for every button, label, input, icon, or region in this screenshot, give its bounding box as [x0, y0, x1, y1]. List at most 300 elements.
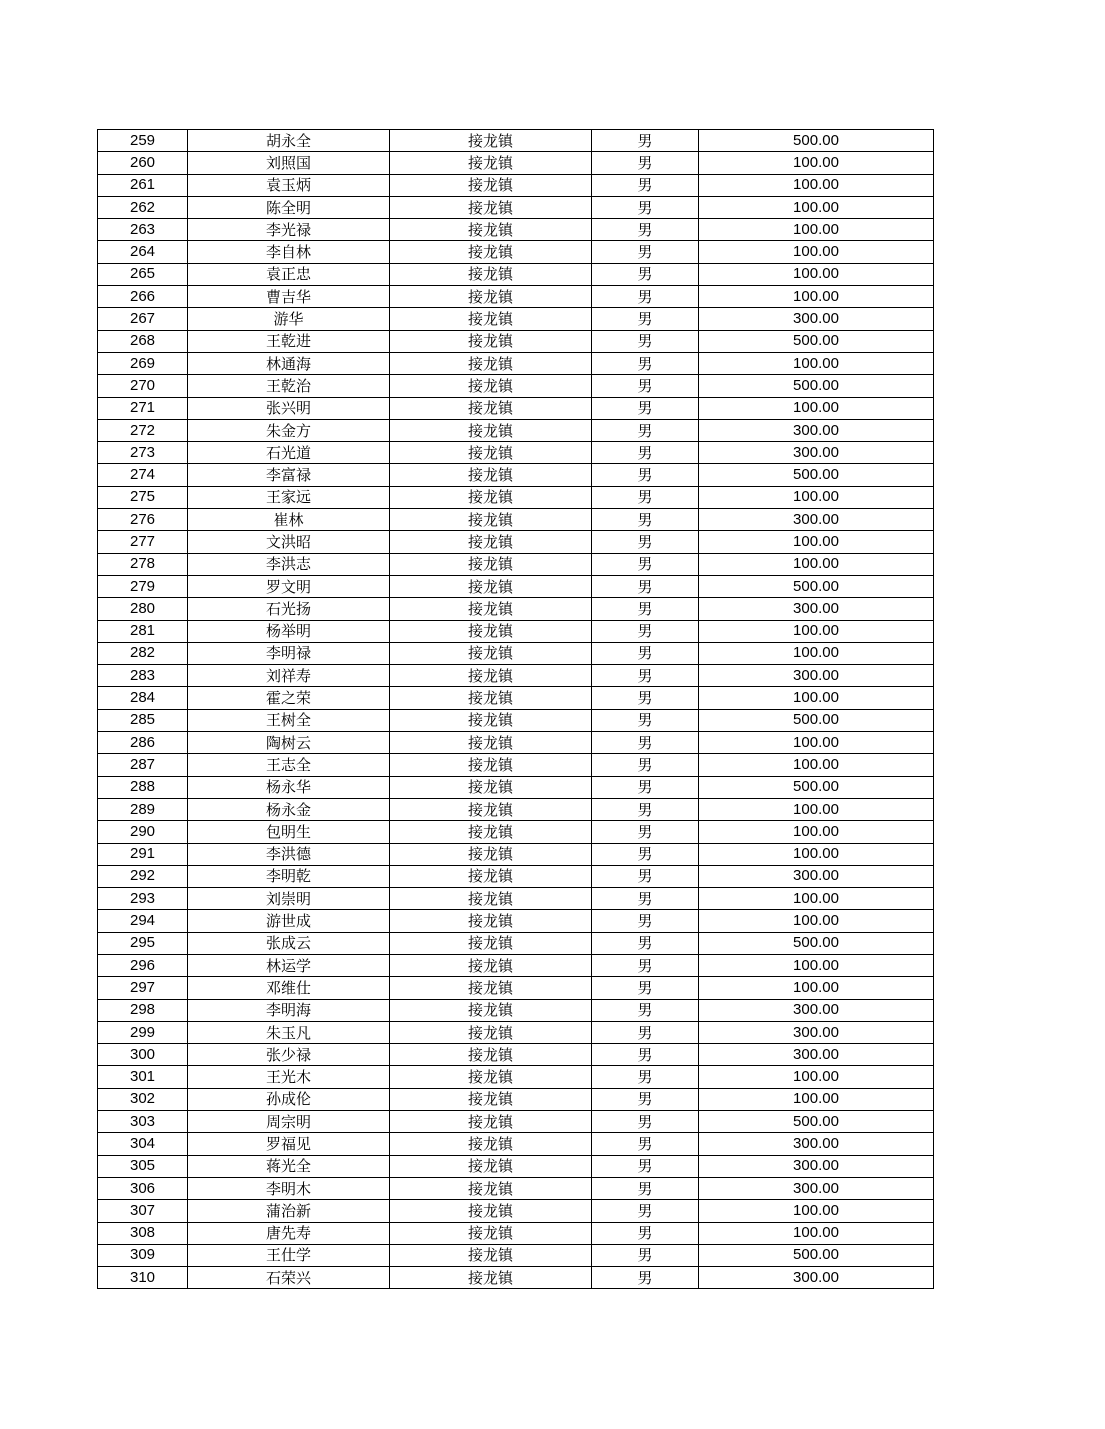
cell-town: 接龙镇 [390, 1066, 592, 1088]
cell-name: 蒲治新 [188, 1200, 390, 1222]
cell-amount: 100.00 [699, 531, 934, 553]
cell-number: 284 [98, 687, 188, 709]
cell-number: 282 [98, 642, 188, 664]
cell-town: 接龙镇 [390, 1200, 592, 1222]
cell-number: 281 [98, 620, 188, 642]
cell-name: 王树全 [188, 709, 390, 731]
cell-name: 罗文明 [188, 575, 390, 597]
cell-gender: 男 [592, 509, 699, 531]
table-row [98, 308, 934, 330]
cell-amount: 300.00 [699, 1267, 934, 1289]
cell-town: 接龙镇 [390, 754, 592, 776]
cell-amount: 100.00 [699, 152, 934, 174]
cell-gender: 男 [592, 174, 699, 196]
cell-town: 接龙镇 [390, 977, 592, 999]
cell-number: 263 [98, 219, 188, 241]
table-row [98, 286, 934, 308]
cell-town: 接龙镇 [390, 263, 592, 285]
table-row [98, 442, 934, 464]
cell-town: 接龙镇 [390, 509, 592, 531]
cell-number: 298 [98, 999, 188, 1021]
cell-gender: 男 [592, 932, 699, 954]
cell-gender: 男 [592, 954, 699, 976]
cell-gender: 男 [592, 130, 699, 152]
cell-number: 294 [98, 910, 188, 932]
cell-gender: 男 [592, 1133, 699, 1155]
cell-amount: 100.00 [699, 1066, 934, 1088]
cell-town: 接龙镇 [390, 1244, 592, 1266]
cell-number: 301 [98, 1066, 188, 1088]
cell-town: 接龙镇 [390, 1267, 592, 1289]
cell-amount: 100.00 [699, 196, 934, 218]
cell-number: 274 [98, 464, 188, 486]
cell-name: 李明禄 [188, 642, 390, 664]
cell-town: 接龙镇 [390, 286, 592, 308]
table-row [98, 1200, 934, 1222]
cell-gender: 男 [592, 1066, 699, 1088]
cell-name: 崔林 [188, 509, 390, 531]
cell-name: 李自林 [188, 241, 390, 263]
cell-number: 290 [98, 821, 188, 843]
cell-name: 王家远 [188, 486, 390, 508]
cell-name: 张成云 [188, 932, 390, 954]
cell-town: 接龙镇 [390, 821, 592, 843]
cell-amount: 100.00 [699, 553, 934, 575]
cell-amount: 100.00 [699, 397, 934, 419]
cell-gender: 男 [592, 999, 699, 1021]
cell-gender: 男 [592, 375, 699, 397]
cell-amount: 100.00 [699, 754, 934, 776]
table-row [98, 219, 934, 241]
cell-number: 267 [98, 308, 188, 330]
cell-number: 285 [98, 709, 188, 731]
cell-number: 306 [98, 1177, 188, 1199]
table-row [98, 977, 934, 999]
cell-name: 曹吉华 [188, 286, 390, 308]
cell-name: 李明海 [188, 999, 390, 1021]
table-row [98, 1133, 934, 1155]
cell-number: 310 [98, 1267, 188, 1289]
cell-town: 接龙镇 [390, 888, 592, 910]
cell-gender: 男 [592, 486, 699, 508]
cell-amount: 100.00 [699, 241, 934, 263]
cell-town: 接龙镇 [390, 419, 592, 441]
roster-table [97, 129, 934, 1289]
table-row [98, 821, 934, 843]
cell-name: 罗福见 [188, 1133, 390, 1155]
table-row [98, 152, 934, 174]
table-row [98, 910, 934, 932]
cell-town: 接龙镇 [390, 1133, 592, 1155]
cell-name: 邓维仕 [188, 977, 390, 999]
cell-name: 王乾治 [188, 375, 390, 397]
cell-gender: 男 [592, 754, 699, 776]
cell-number: 299 [98, 1021, 188, 1043]
cell-gender: 男 [592, 464, 699, 486]
cell-name: 游世成 [188, 910, 390, 932]
cell-number: 295 [98, 932, 188, 954]
cell-gender: 男 [592, 1267, 699, 1289]
cell-name: 王志全 [188, 754, 390, 776]
table-row [98, 754, 934, 776]
table-row [98, 843, 934, 865]
cell-amount: 100.00 [699, 219, 934, 241]
cell-amount: 100.00 [699, 1200, 934, 1222]
cell-number: 296 [98, 954, 188, 976]
cell-amount: 500.00 [699, 375, 934, 397]
cell-name: 杨举明 [188, 620, 390, 642]
table-row [98, 865, 934, 887]
cell-name: 孙成伦 [188, 1088, 390, 1110]
cell-gender: 男 [592, 286, 699, 308]
cell-amount: 300.00 [699, 1177, 934, 1199]
cell-gender: 男 [592, 553, 699, 575]
cell-town: 接龙镇 [390, 999, 592, 1021]
cell-name: 袁玉炳 [188, 174, 390, 196]
cell-name: 霍之荣 [188, 687, 390, 709]
cell-gender: 男 [592, 219, 699, 241]
cell-town: 接龙镇 [390, 932, 592, 954]
cell-town: 接龙镇 [390, 464, 592, 486]
table-row [98, 1177, 934, 1199]
cell-gender: 男 [592, 598, 699, 620]
cell-gender: 男 [592, 442, 699, 464]
cell-name: 陶树云 [188, 732, 390, 754]
cell-name: 石光扬 [188, 598, 390, 620]
cell-amount: 300.00 [699, 1133, 934, 1155]
cell-town: 接龙镇 [390, 575, 592, 597]
table-row [98, 464, 934, 486]
cell-amount: 100.00 [699, 687, 934, 709]
table-row [98, 598, 934, 620]
cell-gender: 男 [592, 1222, 699, 1244]
cell-name: 李光禄 [188, 219, 390, 241]
cell-name: 石荣兴 [188, 1267, 390, 1289]
cell-amount: 100.00 [699, 888, 934, 910]
cell-number: 272 [98, 419, 188, 441]
cell-name: 陈全明 [188, 196, 390, 218]
cell-amount: 500.00 [699, 575, 934, 597]
cell-gender: 男 [592, 709, 699, 731]
cell-gender: 男 [592, 1111, 699, 1133]
cell-gender: 男 [592, 865, 699, 887]
table-row [98, 888, 934, 910]
cell-amount: 100.00 [699, 174, 934, 196]
cell-name: 张少禄 [188, 1044, 390, 1066]
cell-gender: 男 [592, 397, 699, 419]
table-row [98, 1088, 934, 1110]
table-row [98, 1267, 934, 1289]
cell-name: 李洪志 [188, 553, 390, 575]
cell-number: 264 [98, 241, 188, 263]
cell-town: 接龙镇 [390, 910, 592, 932]
cell-number: 275 [98, 486, 188, 508]
cell-number: 293 [98, 888, 188, 910]
cell-town: 接龙镇 [390, 152, 592, 174]
table-row [98, 509, 934, 531]
cell-number: 278 [98, 553, 188, 575]
cell-amount: 500.00 [699, 709, 934, 731]
cell-town: 接龙镇 [390, 352, 592, 374]
cell-name: 李明木 [188, 1177, 390, 1199]
cell-name: 王光木 [188, 1066, 390, 1088]
cell-town: 接龙镇 [390, 620, 592, 642]
table-row [98, 620, 934, 642]
cell-gender: 男 [592, 798, 699, 820]
table-row [98, 1244, 934, 1266]
table-row [98, 130, 934, 152]
cell-amount: 300.00 [699, 308, 934, 330]
table-row [98, 798, 934, 820]
cell-town: 接龙镇 [390, 531, 592, 553]
cell-name: 李明乾 [188, 865, 390, 887]
cell-gender: 男 [592, 531, 699, 553]
cell-gender: 男 [592, 665, 699, 687]
cell-town: 接龙镇 [390, 954, 592, 976]
cell-amount: 100.00 [699, 642, 934, 664]
cell-gender: 男 [592, 1155, 699, 1177]
cell-town: 接龙镇 [390, 865, 592, 887]
cell-town: 接龙镇 [390, 1111, 592, 1133]
cell-town: 接龙镇 [390, 776, 592, 798]
cell-name: 刘照国 [188, 152, 390, 174]
cell-gender: 男 [592, 1088, 699, 1110]
cell-gender: 男 [592, 1200, 699, 1222]
table-row [98, 999, 934, 1021]
cell-name: 王乾进 [188, 330, 390, 352]
cell-amount: 300.00 [699, 1155, 934, 1177]
table-row [98, 531, 934, 553]
cell-amount: 500.00 [699, 932, 934, 954]
cell-town: 接龙镇 [390, 174, 592, 196]
cell-number: 261 [98, 174, 188, 196]
cell-number: 291 [98, 843, 188, 865]
cell-gender: 男 [592, 1244, 699, 1266]
table-row [98, 419, 934, 441]
cell-number: 297 [98, 977, 188, 999]
cell-town: 接龙镇 [390, 1155, 592, 1177]
cell-amount: 100.00 [699, 486, 934, 508]
table-row [98, 954, 934, 976]
cell-town: 接龙镇 [390, 598, 592, 620]
cell-number: 262 [98, 196, 188, 218]
cell-amount: 500.00 [699, 330, 934, 352]
cell-town: 接龙镇 [390, 375, 592, 397]
cell-number: 266 [98, 286, 188, 308]
table-row [98, 241, 934, 263]
table-row [98, 732, 934, 754]
cell-number: 276 [98, 509, 188, 531]
cell-amount: 300.00 [699, 509, 934, 531]
cell-amount: 100.00 [699, 352, 934, 374]
cell-number: 307 [98, 1200, 188, 1222]
table-row [98, 642, 934, 664]
cell-town: 接龙镇 [390, 1088, 592, 1110]
cell-town: 接龙镇 [390, 241, 592, 263]
cell-number: 279 [98, 575, 188, 597]
cell-name: 张兴明 [188, 397, 390, 419]
cell-town: 接龙镇 [390, 130, 592, 152]
cell-gender: 男 [592, 977, 699, 999]
cell-number: 288 [98, 776, 188, 798]
roster-table-body [98, 130, 934, 1289]
table-row [98, 375, 934, 397]
cell-amount: 100.00 [699, 1088, 934, 1110]
cell-gender: 男 [592, 308, 699, 330]
cell-town: 接龙镇 [390, 308, 592, 330]
cell-name: 朱玉凡 [188, 1021, 390, 1043]
cell-number: 270 [98, 375, 188, 397]
table-row [98, 1222, 934, 1244]
table-row [98, 776, 934, 798]
cell-amount: 500.00 [699, 464, 934, 486]
cell-name: 杨永金 [188, 798, 390, 820]
cell-town: 接龙镇 [390, 642, 592, 664]
table-row [98, 486, 934, 508]
cell-name: 袁正忠 [188, 263, 390, 285]
table-row [98, 263, 934, 285]
cell-number: 292 [98, 865, 188, 887]
table-row [98, 1021, 934, 1043]
cell-amount: 100.00 [699, 977, 934, 999]
cell-amount: 300.00 [699, 1021, 934, 1043]
cell-amount: 100.00 [699, 821, 934, 843]
cell-town: 接龙镇 [390, 1177, 592, 1199]
cell-number: 269 [98, 352, 188, 374]
cell-amount: 300.00 [699, 1044, 934, 1066]
cell-amount: 100.00 [699, 286, 934, 308]
table-row [98, 709, 934, 731]
cell-amount: 500.00 [699, 1244, 934, 1266]
table-row [98, 553, 934, 575]
cell-town: 接龙镇 [390, 687, 592, 709]
cell-name: 唐先寿 [188, 1222, 390, 1244]
cell-gender: 男 [592, 888, 699, 910]
cell-name: 朱金方 [188, 419, 390, 441]
cell-gender: 男 [592, 263, 699, 285]
cell-town: 接龙镇 [390, 442, 592, 464]
cell-gender: 男 [592, 575, 699, 597]
cell-gender: 男 [592, 419, 699, 441]
cell-amount: 100.00 [699, 843, 934, 865]
cell-amount: 300.00 [699, 598, 934, 620]
cell-town: 接龙镇 [390, 397, 592, 419]
table-row [98, 1155, 934, 1177]
cell-amount: 100.00 [699, 620, 934, 642]
table-row [98, 352, 934, 374]
cell-gender: 男 [592, 687, 699, 709]
cell-name: 游华 [188, 308, 390, 330]
cell-town: 接龙镇 [390, 486, 592, 508]
cell-number: 289 [98, 798, 188, 820]
cell-gender: 男 [592, 1177, 699, 1199]
cell-name: 刘祥寿 [188, 665, 390, 687]
cell-number: 283 [98, 665, 188, 687]
table-row [98, 174, 934, 196]
cell-name: 包明生 [188, 821, 390, 843]
cell-amount: 300.00 [699, 419, 934, 441]
cell-amount: 100.00 [699, 263, 934, 285]
cell-number: 286 [98, 732, 188, 754]
cell-gender: 男 [592, 196, 699, 218]
table-row [98, 1044, 934, 1066]
cell-name: 文洪昭 [188, 531, 390, 553]
cell-town: 接龙镇 [390, 665, 592, 687]
cell-number: 273 [98, 442, 188, 464]
cell-amount: 500.00 [699, 1111, 934, 1133]
cell-number: 305 [98, 1155, 188, 1177]
cell-amount: 300.00 [699, 865, 934, 887]
cell-number: 309 [98, 1244, 188, 1266]
cell-name: 石光道 [188, 442, 390, 464]
cell-amount: 100.00 [699, 954, 934, 976]
cell-name: 李富禄 [188, 464, 390, 486]
table-row [98, 397, 934, 419]
cell-number: 308 [98, 1222, 188, 1244]
cell-number: 260 [98, 152, 188, 174]
table-row [98, 575, 934, 597]
table-row [98, 932, 934, 954]
cell-name: 周宗明 [188, 1111, 390, 1133]
cell-gender: 男 [592, 732, 699, 754]
cell-name: 李洪德 [188, 843, 390, 865]
table-row [98, 196, 934, 218]
cell-gender: 男 [592, 821, 699, 843]
cell-name: 王仕学 [188, 1244, 390, 1266]
cell-name: 林运学 [188, 954, 390, 976]
cell-amount: 500.00 [699, 776, 934, 798]
cell-amount: 300.00 [699, 999, 934, 1021]
cell-number: 300 [98, 1044, 188, 1066]
cell-town: 接龙镇 [390, 1222, 592, 1244]
cell-gender: 男 [592, 1021, 699, 1043]
cell-name: 杨永华 [188, 776, 390, 798]
cell-gender: 男 [592, 330, 699, 352]
cell-gender: 男 [592, 352, 699, 374]
cell-gender: 男 [592, 620, 699, 642]
cell-name: 蒋光全 [188, 1155, 390, 1177]
cell-gender: 男 [592, 642, 699, 664]
cell-number: 268 [98, 330, 188, 352]
cell-town: 接龙镇 [390, 843, 592, 865]
cell-gender: 男 [592, 843, 699, 865]
cell-gender: 男 [592, 152, 699, 174]
cell-town: 接龙镇 [390, 553, 592, 575]
cell-amount: 300.00 [699, 665, 934, 687]
cell-amount: 500.00 [699, 130, 934, 152]
cell-number: 265 [98, 263, 188, 285]
cell-town: 接龙镇 [390, 219, 592, 241]
cell-number: 277 [98, 531, 188, 553]
cell-amount: 300.00 [699, 442, 934, 464]
cell-amount: 100.00 [699, 910, 934, 932]
cell-name: 林通海 [188, 352, 390, 374]
cell-town: 接龙镇 [390, 330, 592, 352]
cell-number: 303 [98, 1111, 188, 1133]
table-row [98, 1111, 934, 1133]
cell-town: 接龙镇 [390, 709, 592, 731]
cell-name: 胡永全 [188, 130, 390, 152]
cell-town: 接龙镇 [390, 1044, 592, 1066]
cell-amount: 100.00 [699, 732, 934, 754]
cell-gender: 男 [592, 1044, 699, 1066]
cell-town: 接龙镇 [390, 1021, 592, 1043]
cell-amount: 100.00 [699, 798, 934, 820]
table-row [98, 330, 934, 352]
cell-number: 302 [98, 1088, 188, 1110]
cell-name: 刘崇明 [188, 888, 390, 910]
cell-number: 280 [98, 598, 188, 620]
